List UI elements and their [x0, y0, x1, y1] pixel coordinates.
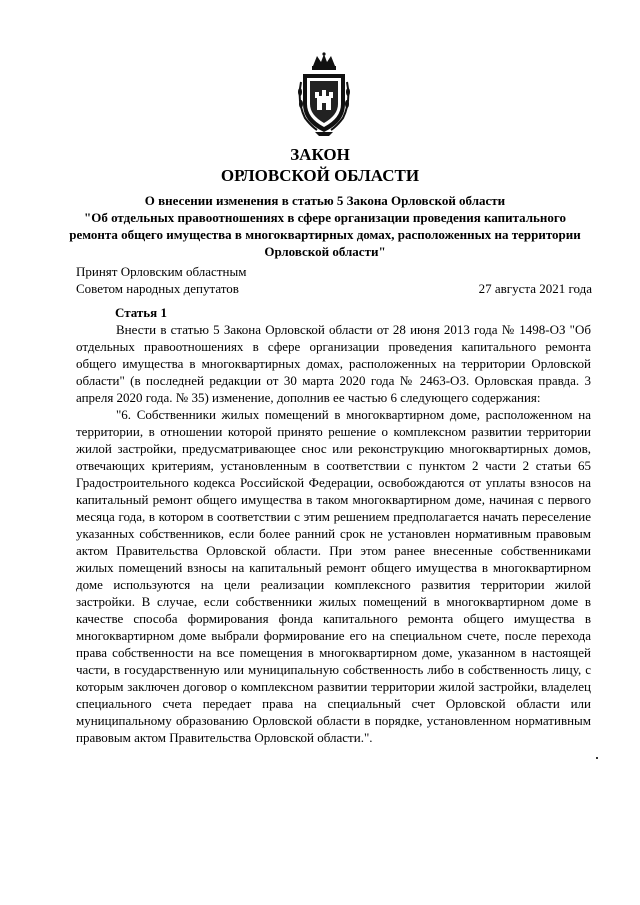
article-body — [76, 321, 591, 746]
adoption-info — [76, 263, 356, 297]
article-heading: Статья 1 — [115, 305, 167, 320]
subtitle-line2: "Об отдельных правоотношениях в сфере организации проведения капитального ремонта общего имущества в многоквартирных домах, расположенных на территории Орловской области" — [69, 210, 581, 259]
law-subtitle — [60, 192, 590, 260]
law-title-line2: ОРЛОВСКОЙ ОБЛАСТИ — [220, 166, 420, 185]
adoption-line2: Советом народных депутатов — [76, 281, 239, 296]
scan-speck — [596, 757, 598, 759]
adoption-line1: Принят Орловским областным — [76, 264, 247, 279]
law-title-line1: ЗАКОН — [290, 145, 350, 164]
article-paragraph: "6. Собственники жилых помещений в многоквартирном доме, расположенном на территории, в отношении которой принято решение о комплексном развитии территории жилой застройки, предусматривающее снос или реконструкцию многоквартирных домов, отвечающих критериям, установленным в соответствии с пунктом 2 части 2 статьи 65 Градостроительного кодекса Российской Федерации, освобождаются от уплаты взносов на капитальный ремонт общего имущества в таком многоквартирном доме, начиная с первого месяца года, в котором в соответствии с этим решением предполагается начать переселение указанных собственников, если более ранний срок не установлен нормативным правовым актом Правительства Орловской области. При этом ранее внесенные собственниками жилых помещений взносы на капитальный ремонт общего имущества в многоквартирном доме используются на цели реализации комплексного развития территории жилой застройки. В случае, если собственники жилых помещений в многоквартирном доме в качестве способа формирования фонда капитального ремонта общего имущества в многоквартирном доме выбрали формирование его на специальном счете, после перехода права собственности на все помещения в многоквартирном доме, указанном в настоящей части, в государственную или муниципальную собственность либо в собственность лицу, с которым заключен договор о комплексном развитии территории жилой застройки, владелец специального счета передает права на специальный счет Орловской области или муниципальному образованию Орловской области в порядке, установленном нормативным правовым актом Правительства Орловской области.". — [76, 407, 591, 745]
law-title — [0, 144, 640, 186]
article-paragraph: Внести в статью 5 Закона Орловской области от 28 июня 2013 года № 1498-ОЗ "Об отдельных правоотношениях в сфере организации проведения капитального ремонта общего имущества в многоквартирных домах, расположенных на территории Орловской области" (в последней редакции от 30 марта 2020 года № 2463-ОЗ. Орловская правда. 3 апреля 2020 года. № 35) изменение, дополнив ее частью 6 следующего содержания: — [76, 322, 591, 405]
coat-of-arms-icon — [295, 52, 353, 136]
subtitle-line1: О внесении изменения в статью 5 Закона Орловской области — [144, 193, 506, 208]
adoption-date: 27 августа 2021 года — [478, 281, 592, 296]
